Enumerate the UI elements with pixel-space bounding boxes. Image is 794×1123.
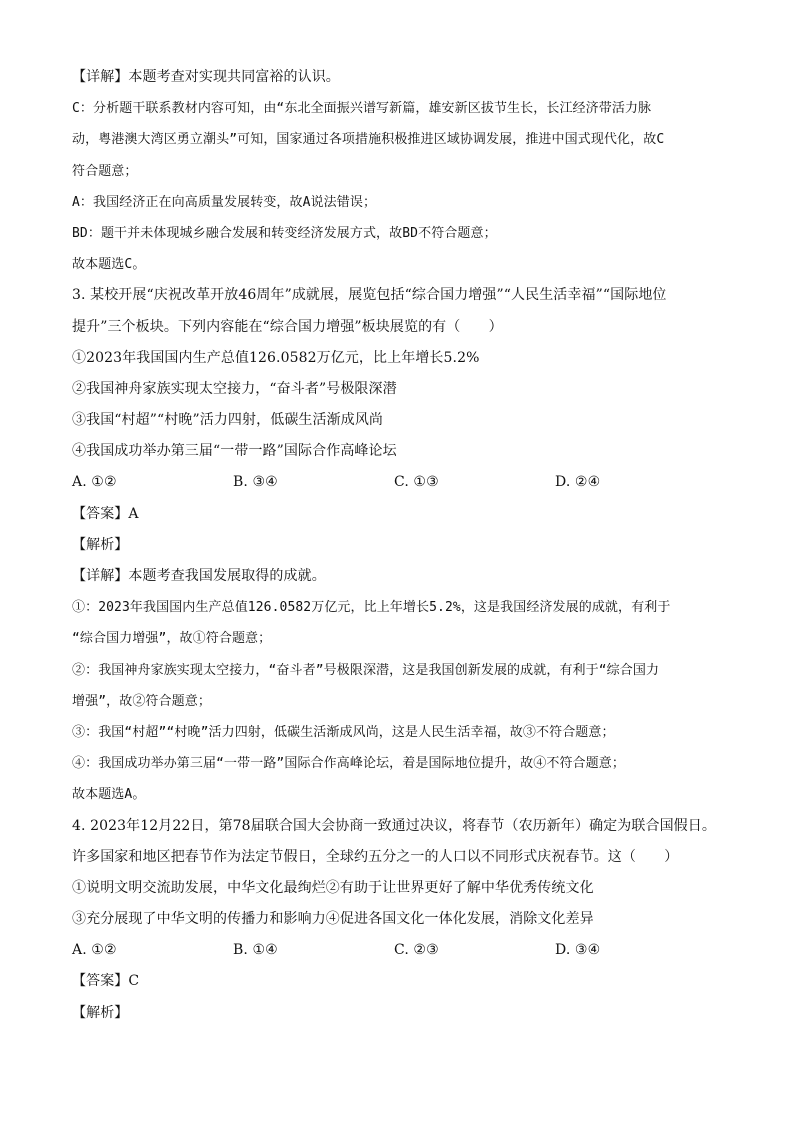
q3-option-d: D. ②④: [555, 474, 601, 491]
q3-stem-line-1: 3. 某校开展“庆祝改革开放46周年”成就展，展览包括“综合国力增强”“人民生活幸福”“国际地位: [72, 287, 667, 304]
q3-option-c: C. ①③: [394, 474, 439, 491]
q2-option-bd: BD：题干并未体现城乡融合发展和转变经济发展方式，故BD不符合题意；: [72, 225, 497, 241]
q2-option-c-line-2: 动，粤港澳大湾区勇立潮头”可知，国家通过各项措施积极推进区域协调发展，推进中国式现代化，故C: [72, 132, 665, 148]
q3-statement-2: ②我国神舟家族实现太空接力，“奋斗者”号极限深潜: [72, 380, 397, 397]
q3-option-b: B. ③④: [233, 474, 278, 491]
q2-detail: 【详解】本题考查对实现共同富裕的认识。: [72, 69, 340, 85]
q3-statement-3: ③我国“村超”“村晚”活力四射，低碳生活渐成风尚: [72, 412, 384, 429]
q3-options: [72, 467, 722, 498]
q4-option-c: C. ②③: [394, 942, 439, 959]
q3-answer: 【答案】A: [72, 505, 139, 522]
q2-option-c-line-3: 符合题意；: [72, 163, 138, 179]
q2-option-c-line-1: C：分析题干联系教材内容可知，由“东北全面振兴谱写新篇，雄安新区拔节生长，长江经济带活力脉: [72, 101, 652, 117]
q3-detail: 【详解】本题考查我国发展取得的成就。: [72, 568, 326, 584]
q3-statement-1: ①2023年我国国内生产总值126.0582万亿元，比上年增长5.2%: [72, 349, 480, 366]
q4-option-a: A. ①②: [72, 942, 117, 959]
q4-analysis-label: 【解析】: [72, 1004, 129, 1021]
q3-explain-2-line-1: ②：我国神舟家族实现太空接力，“奋斗者”号极限深潜，这是我国创新发展的成就，有利于“综合国力: [72, 662, 660, 678]
q4-option-b: B. ①④: [233, 942, 278, 959]
q4-stem-line-1: 4. 2023年12月22日，第78届联合国大会协商一致通过决议，将春节（农历新年）确定为联合国假日。: [72, 817, 716, 834]
document-page: [72, 62, 722, 1029]
q3-conclusion: 故本题选A。: [72, 787, 146, 803]
q3-analysis-label: 【解析】: [72, 536, 129, 553]
q3-explain-1-line-1: ①：2023年我国国内生产总值126.0582万亿元，比上年增长5.2%，这是我国经济发展的成就，有利于: [72, 600, 671, 616]
q4-statements-1-2: ①说明文明交流助发展，中华文化最绚烂②有助于让世界更好了解中华优秀传统文化: [72, 879, 594, 896]
q4-options: [72, 935, 722, 966]
q4-answer: 【答案】C: [72, 973, 140, 990]
q2-option-a: A：我国经济正在向高质量发展转变，故A说法错误；: [72, 194, 377, 210]
q3-statement-4: ④我国成功举办第三届“一带一路”国际合作高峰论坛: [72, 443, 397, 460]
q3-explain-1-line-2: “综合国力增强”，故①符合题意；: [72, 631, 272, 647]
q3-option-a: A. ①②: [72, 474, 117, 491]
q3-explain-3: ③：我国“村超”“村晚”活力四射，低碳生活渐成风尚，这是人民生活幸福，故③不符合题意；: [72, 724, 615, 740]
q3-stem-line-2: 提升”三个板块。下列内容能在“综合国力增强”板块展览的有（ ）: [72, 318, 503, 335]
q4-stem-line-2: 许多国家和地区把春节作为法定节假日，全球约五分之一的人口以不同形式庆祝春节。这（ ）: [72, 848, 679, 865]
q2-conclusion: 故本题选C。: [72, 257, 146, 273]
q3-explain-2-line-2: 增强”，故②符合题意；: [72, 693, 211, 709]
q4-option-d: D. ③④: [555, 942, 601, 959]
q3-explain-4: ④：我国成功举办第三届“一带一路”国际合作高峰论坛，着是国际地位提升，故④不符合题意；: [72, 756, 625, 772]
q4-statements-3-4: ③充分展现了中华文明的传播力和影响力④促进各国文化一体化发展，消除文化差异: [72, 911, 594, 928]
